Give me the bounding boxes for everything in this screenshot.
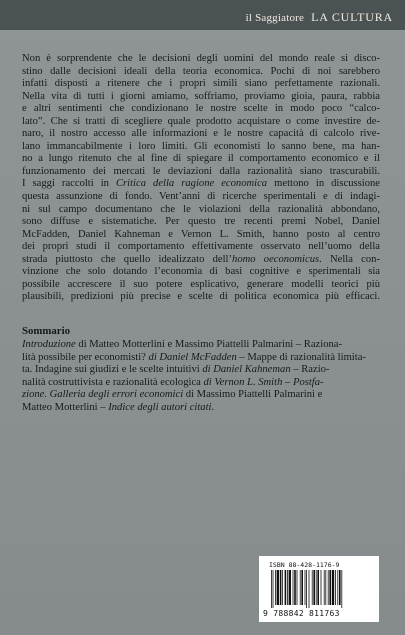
blurb-line: ni sul campo documentano che le violazioni della razionalità abbondano, — [22, 203, 380, 215]
sommario-italic: Postfa- — [292, 376, 324, 388]
blurb-line: lato”. Che si tratti di scegliere quale prodotto acquistare o come investire de- — [22, 115, 380, 127]
sommario-fragment: – Razio- — [290, 364, 330, 376]
sommario-text — [22, 339, 380, 414]
sommario-italic: di Vernon L. Smith — [203, 376, 283, 388]
blurb-fragment: mettono in discussione — [267, 178, 380, 190]
header-bar — [0, 0, 405, 30]
sommario-fragment: ta. Indagine sui giudizi e le scelte intuitivi — [22, 364, 203, 376]
sommario-italic: di Daniel McFadden — [148, 351, 237, 363]
blurb-line: e altri sentimenti che condizionano le nostre scelte in modo poco “calco- — [22, 103, 380, 115]
term-homo-oeconomicus: homo oeconomicus — [232, 253, 320, 265]
sommario-fragment: nalità costruttivista e razionalità ecologica — [22, 376, 204, 388]
sommario-fragment: – Mappe di razionalità limita- — [236, 351, 366, 363]
sommario-fragment: di Massimo Piattelli Palmarini e — [183, 389, 323, 401]
blurb-fragment: I saggi raccolti in — [22, 178, 116, 190]
blurb-line: no a lungo ritenuto che al fine di spiegare il comportamento economico e il — [22, 153, 380, 165]
sommario-fragment: Matteo Motterlini – — [22, 401, 109, 413]
sommario-fragment: . — [211, 401, 215, 413]
blurb-line: questa assunzione di fondo. Vent’anni di ricerche sperimentali e di indagi- — [22, 191, 380, 203]
sommario-line — [22, 402, 380, 415]
blurb-line: Non è sorprendente che le decisioni degli uomini del mondo reale si disco- — [22, 53, 380, 64]
barcode-icon — [271, 570, 369, 608]
blurb-line: stino dalle decisioni ideali della teoria economica. Pochi di noi sarebbero — [22, 65, 380, 77]
blurb-line: Nella vita di tutti i giorni amiamo, soffriamo, proviamo gioia, paura, rabbia — [22, 90, 380, 102]
sommario-italic: Indice degli autori citati — [108, 401, 212, 413]
publisher-name: il Saggiatore — [245, 12, 305, 24]
blurb-line: lano immancabilmente i loro limiti. Gli economisti lo sanno bene, ma han- — [22, 140, 380, 152]
blurb-line — [22, 178, 380, 191]
sommario-fragment: di Matteo Motterlini e Massimo Piattelli Palmarini – Raziona- — [75, 339, 343, 350]
sommario-italic: di Daniel Kahneman — [202, 364, 291, 376]
sommario-line — [22, 389, 380, 402]
blurb-line: possibile accrescere il suo potere esplicativo, generare modelli teorici più — [22, 278, 380, 290]
blurb-line: infatti disposti a ritenere che i propri simili siano perfettamente razionali. — [22, 78, 380, 90]
sommario-line — [22, 339, 380, 352]
sommario-fragment: lità possibile per economisti? — [22, 351, 149, 363]
barcode-label — [259, 556, 379, 622]
blurb-line — [22, 254, 380, 267]
sommario-heading: Sommario — [22, 325, 70, 337]
sommario-fragment: – — [282, 376, 293, 388]
blurb-line: McFadden, Daniel Kahneman e Vernon L. Smith, hanno posto al centro — [22, 228, 380, 240]
ean-number: 9 788842 811763 — [263, 609, 340, 618]
isbn-text: ISBN 88-428-1176-9 — [269, 561, 340, 569]
sommario-line — [22, 364, 380, 377]
blurb-line: dei propri studi il comportamento effettivamente osservato nell’uomo della — [22, 241, 380, 253]
sommario-italic: Introduzione — [22, 339, 76, 350]
book-title: Critica della ragione economica — [115, 178, 268, 190]
series-label — [246, 10, 393, 25]
sommario-italic: zione. Galleria degli errori economici — [22, 389, 184, 401]
collection-name: LA CULTURA — [311, 10, 393, 24]
blurb-fragment: . Nella con- — [319, 253, 381, 265]
blurb-line: funzionamento dei mercati le deviazioni dalla razionalità siano trascurabili. — [22, 165, 380, 177]
blurb-fragment: strada piuttosto che quello idealizzato dell’ — [22, 253, 233, 265]
sommario-line — [22, 377, 380, 390]
blurb-line: vinzione che solo dotando l’economia di basi cognitive e sperimentali sia — [22, 266, 380, 278]
sommario-line — [22, 352, 380, 365]
blurb-text — [22, 53, 380, 304]
blurb-line: naro, il nostro accesso alle informazioni e le nostre capacità di calcolo rive- — [22, 128, 380, 140]
blurb-line: sono diffuse e sistematiche. Per questo tre recenti premi Nobel, Daniel — [22, 216, 380, 228]
blurb-line: plausibili, predizioni più precise e scelte di politica economica più efficaci. — [22, 291, 380, 303]
